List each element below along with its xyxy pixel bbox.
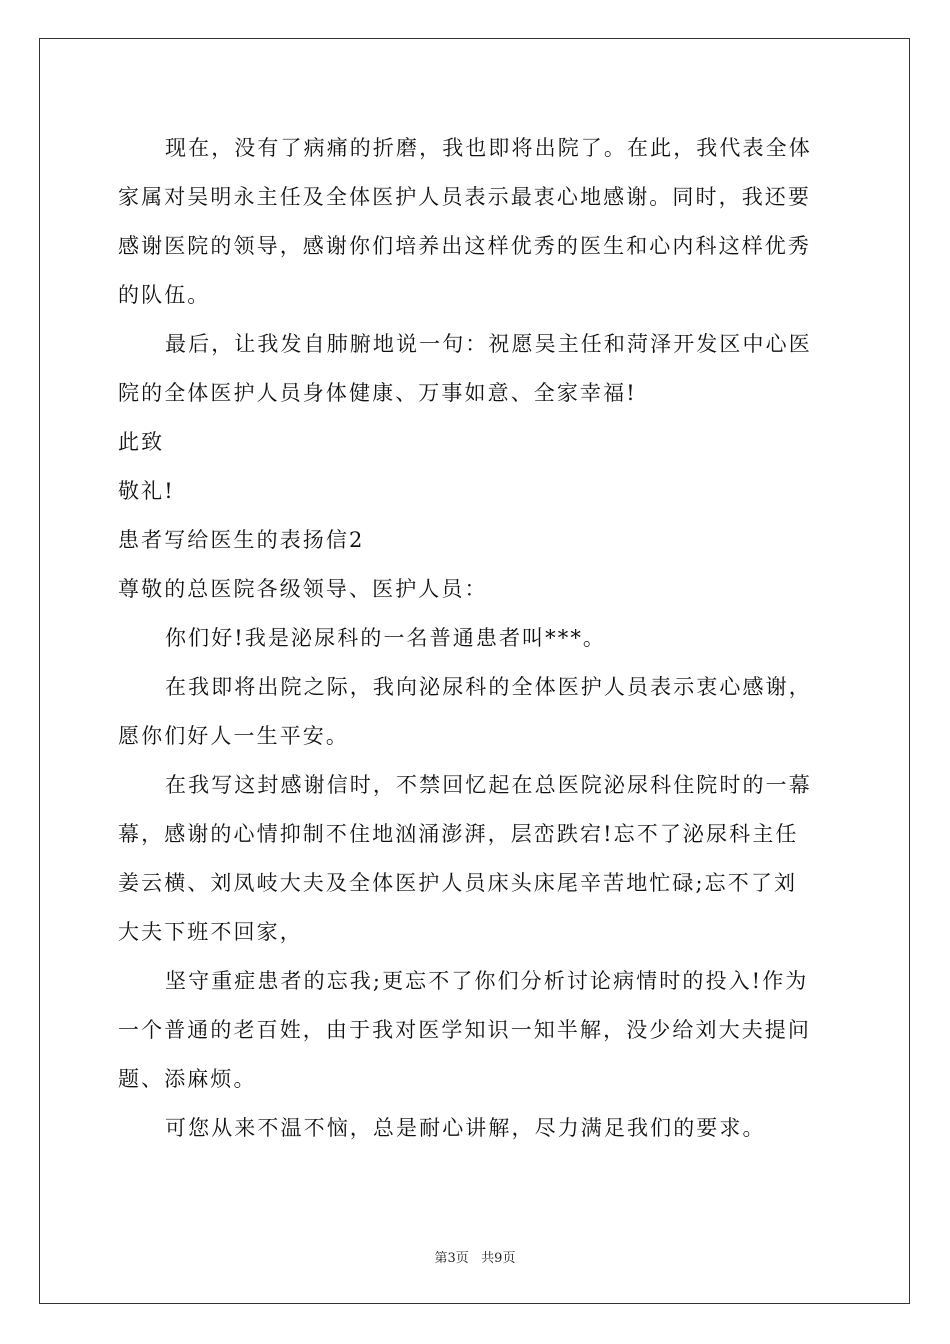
text-line: 敬礼!: [118, 479, 175, 503]
text-line: 尊敬的总医院各级领导、医护人员：: [118, 577, 488, 601]
text-line: 一个普通的老百姓，由于我对医学知识一知半解，没少给刘大夫提问: [118, 1018, 811, 1042]
text-line: 可您从来不温不恼，总是耐心讲解，尽力满足我们的要求。: [165, 1116, 766, 1140]
page-number: 第3页 共9页: [434, 1251, 516, 1266]
page-footer: [0, 1247, 950, 1266]
text-line: 姜云横、刘凤岐大夫及全体医护人员床头床尾辛苦地忙碌;忘不了刘: [118, 871, 798, 895]
text-line: 院的全体医护人员身体健康、万事如意、全家幸福!: [118, 381, 637, 405]
text-line: 的队伍。: [118, 283, 211, 307]
document-body: [118, 124, 834, 1153]
text-line: 大夫下班不回家，: [118, 920, 303, 944]
text-line: 你们好!我是泌尿科的一名普通患者叫***。: [165, 626, 607, 650]
text-line: 患者写给医生的表扬信2: [118, 528, 365, 552]
text-line: 现在，没有了病痛的折磨，我也即将出院了。在此，我代表全体: [165, 136, 812, 160]
text-line: 家属对吴明永主任及全体医护人员表示最衷心地感谢。同时，我还要: [118, 185, 811, 209]
text-line: 题、添麻烦。: [118, 1067, 257, 1091]
text-line: 愿你们好人一生平安。: [118, 724, 349, 748]
text-line: 在我即将出院之际，我向泌尿科的全体医护人员表示衷心感谢，: [165, 675, 812, 699]
text-line: 感谢医院的领导，感谢你们培养出这样优秀的医生和心内科这样优秀: [118, 234, 811, 258]
text-line: 此致: [118, 430, 165, 454]
text-line: 最后，让我发自肺腑地说一句：祝愿吴主任和菏泽开发区中心医: [165, 332, 812, 356]
text-line: 幕，感谢的心情抑制不住地汹涌澎湃，层峦跌宕!忘不了泌尿科主任: [118, 822, 799, 846]
text-line: 坚守重症患者的忘我;更忘不了你们分析讨论病情时的投入!作为: [165, 969, 809, 993]
text-line: 在我写这封感谢信时，不禁回忆起在总医院泌尿科住院时的一幕: [165, 773, 812, 797]
